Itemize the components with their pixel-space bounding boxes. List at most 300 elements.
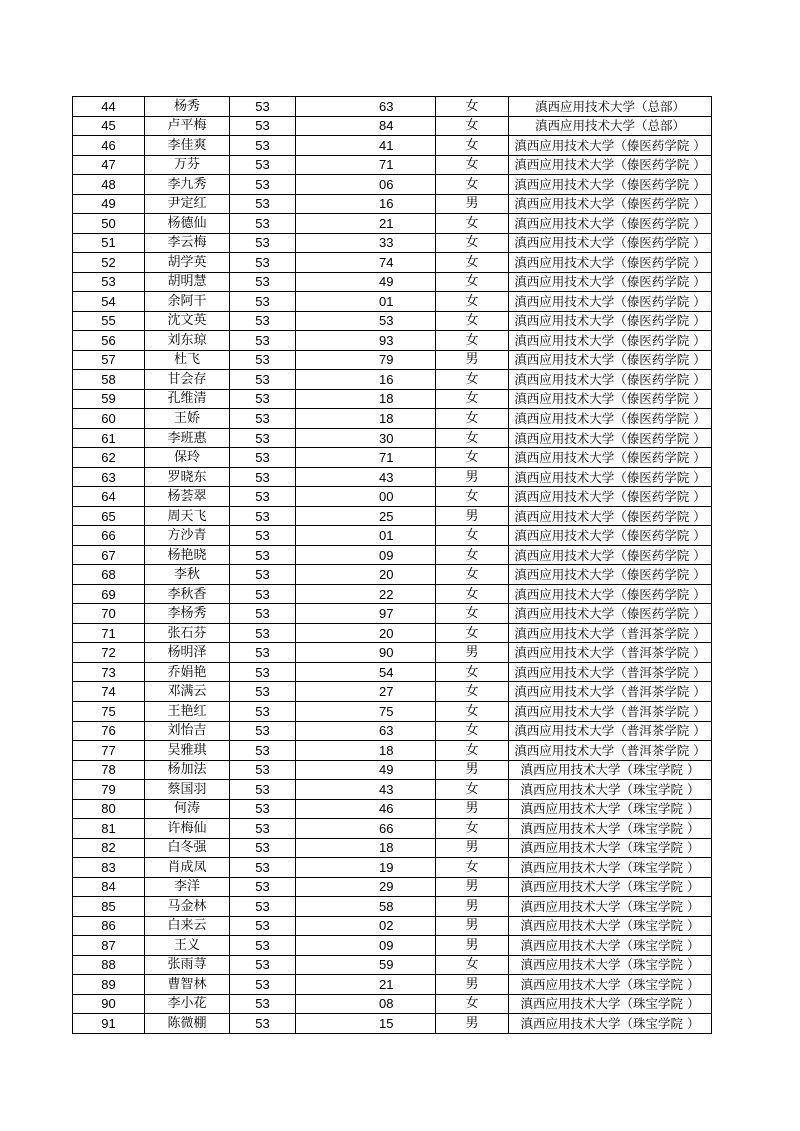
row-number-cell: 69 (73, 584, 145, 604)
school-cell: 滇西应用技术大学（傣医药学院 ） (509, 545, 712, 565)
gender-cell: 女 (436, 155, 509, 175)
gender-cell: 男 (436, 975, 509, 995)
spacer-cell (296, 643, 338, 663)
table-row (73, 214, 712, 234)
name-cell: 杨秀 (145, 97, 230, 117)
school-cell: 滇西应用技术大学（傣医药学院 ） (509, 409, 712, 429)
table-row (73, 253, 712, 273)
code-cell: 53 (230, 487, 296, 507)
table-row (73, 994, 712, 1014)
code-cell: 53 (230, 994, 296, 1014)
code-cell: 53 (230, 389, 296, 409)
school-cell: 滇西应用技术大学（珠宝学院 ） (509, 780, 712, 800)
name-cell: 保玲 (145, 448, 230, 468)
gender-cell: 男 (436, 467, 509, 487)
gender-cell: 女 (436, 565, 509, 585)
spacer-cell (296, 604, 338, 624)
code-cell: 53 (230, 448, 296, 468)
id-suffix-cell: 08 (338, 994, 436, 1014)
school-cell: 滇西应用技术大学（总部） (509, 116, 712, 136)
name-cell: 尹定红 (145, 194, 230, 214)
spacer-cell (296, 955, 338, 975)
code-cell: 53 (230, 604, 296, 624)
name-cell: 李秋 (145, 565, 230, 585)
code-cell: 53 (230, 584, 296, 604)
table-row (73, 116, 712, 136)
id-suffix-cell: 30 (338, 428, 436, 448)
gender-cell: 男 (436, 506, 509, 526)
gender-cell: 男 (436, 350, 509, 370)
table-row (73, 311, 712, 331)
spacer-cell (296, 194, 338, 214)
code-cell: 53 (230, 526, 296, 546)
row-number-cell: 51 (73, 233, 145, 253)
name-cell: 张石芬 (145, 623, 230, 643)
table-row (73, 506, 712, 526)
name-cell: 杜飞 (145, 350, 230, 370)
code-cell: 53 (230, 506, 296, 526)
code-cell: 53 (230, 428, 296, 448)
id-suffix-cell: 58 (338, 897, 436, 917)
table-row (73, 819, 712, 839)
school-cell: 滇西应用技术大学（傣医药学院 ） (509, 467, 712, 487)
name-cell: 王娇 (145, 409, 230, 429)
spacer-cell (296, 311, 338, 331)
row-number-cell: 48 (73, 175, 145, 195)
school-cell: 滇西应用技术大学（珠宝学院 ） (509, 955, 712, 975)
spacer-cell (296, 682, 338, 702)
id-suffix-cell: 79 (338, 350, 436, 370)
name-cell: 李秋香 (145, 584, 230, 604)
name-cell: 蔡国羽 (145, 780, 230, 800)
gender-cell: 女 (436, 584, 509, 604)
spacer-cell (296, 799, 338, 819)
name-cell: 卢平梅 (145, 116, 230, 136)
table-row (73, 955, 712, 975)
gender-cell: 男 (436, 897, 509, 917)
code-cell: 53 (230, 682, 296, 702)
school-cell: 滇西应用技术大学（傣医药学院 ） (509, 448, 712, 468)
row-number-cell: 47 (73, 155, 145, 175)
row-number-cell: 59 (73, 389, 145, 409)
table-row (73, 97, 712, 117)
spacer-cell (296, 389, 338, 409)
table-row (73, 428, 712, 448)
spacer-cell (296, 350, 338, 370)
gender-cell: 女 (436, 858, 509, 878)
table-row (73, 350, 712, 370)
gender-cell: 女 (436, 955, 509, 975)
name-cell: 胡明慧 (145, 272, 230, 292)
table-row (73, 467, 712, 487)
school-cell: 滇西应用技术大学（普洱茶学院 ） (509, 662, 712, 682)
code-cell: 53 (230, 409, 296, 429)
name-cell: 杨加法 (145, 760, 230, 780)
spacer-cell (296, 97, 338, 117)
gender-cell: 女 (436, 545, 509, 565)
name-cell: 李云梅 (145, 233, 230, 253)
row-number-cell: 88 (73, 955, 145, 975)
name-cell: 何涛 (145, 799, 230, 819)
school-cell: 滇西应用技术大学（珠宝学院 ） (509, 819, 712, 839)
name-cell: 刘东琼 (145, 331, 230, 351)
gender-cell: 女 (436, 819, 509, 839)
id-suffix-cell: 41 (338, 136, 436, 156)
table-row (73, 799, 712, 819)
table-row (73, 701, 712, 721)
table-row (73, 370, 712, 390)
gender-cell: 男 (436, 1014, 509, 1034)
table-row (73, 897, 712, 917)
id-suffix-cell: 84 (338, 116, 436, 136)
row-number-cell: 58 (73, 370, 145, 390)
gender-cell: 女 (436, 701, 509, 721)
id-suffix-cell: 90 (338, 643, 436, 663)
spacer-cell (296, 838, 338, 858)
row-number-cell: 80 (73, 799, 145, 819)
table-row (73, 584, 712, 604)
school-cell: 滇西应用技术大学（珠宝学院 ） (509, 897, 712, 917)
school-cell: 滇西应用技术大学（珠宝学院 ） (509, 799, 712, 819)
gender-cell: 男 (436, 799, 509, 819)
gender-cell: 女 (436, 994, 509, 1014)
row-number-cell: 54 (73, 292, 145, 312)
row-number-cell: 62 (73, 448, 145, 468)
id-suffix-cell: 71 (338, 155, 436, 175)
school-cell: 滇西应用技术大学（傣医药学院 ） (509, 194, 712, 214)
code-cell: 53 (230, 662, 296, 682)
school-cell: 滇西应用技术大学（傣医药学院 ） (509, 136, 712, 156)
school-cell: 滇西应用技术大学（珠宝学院 ） (509, 1014, 712, 1034)
id-suffix-cell: 46 (338, 799, 436, 819)
id-suffix-cell: 49 (338, 272, 436, 292)
row-number-cell: 76 (73, 721, 145, 741)
gender-cell: 女 (436, 604, 509, 624)
row-number-cell: 86 (73, 916, 145, 936)
table-row (73, 565, 712, 585)
id-suffix-cell: 18 (338, 389, 436, 409)
spacer-cell (296, 975, 338, 995)
code-cell: 53 (230, 370, 296, 390)
code-cell: 53 (230, 760, 296, 780)
spacer-cell (296, 584, 338, 604)
table-row (73, 643, 712, 663)
row-number-cell: 65 (73, 506, 145, 526)
school-cell: 滇西应用技术大学（傣医药学院 ） (509, 526, 712, 546)
spacer-cell (296, 214, 338, 234)
id-suffix-cell: 63 (338, 97, 436, 117)
code-cell: 53 (230, 721, 296, 741)
name-cell: 李佳爽 (145, 136, 230, 156)
id-suffix-cell: 93 (338, 331, 436, 351)
name-cell: 马金林 (145, 897, 230, 917)
spacer-cell (296, 1014, 338, 1034)
gender-cell: 男 (436, 194, 509, 214)
table-row (73, 975, 712, 995)
school-cell: 滇西应用技术大学（傣医药学院 ） (509, 292, 712, 312)
id-suffix-cell: 18 (338, 409, 436, 429)
code-cell: 53 (230, 97, 296, 117)
spacer-cell (296, 370, 338, 390)
table-row (73, 741, 712, 761)
spacer-cell (296, 780, 338, 800)
spacer-cell (296, 526, 338, 546)
code-cell: 53 (230, 311, 296, 331)
id-suffix-cell: 16 (338, 194, 436, 214)
row-number-cell: 74 (73, 682, 145, 702)
row-number-cell: 55 (73, 311, 145, 331)
name-cell: 白冬强 (145, 838, 230, 858)
id-suffix-cell: 33 (338, 233, 436, 253)
table-row (73, 877, 712, 897)
code-cell: 53 (230, 780, 296, 800)
school-cell: 滇西应用技术大学（傣医药学院 ） (509, 214, 712, 234)
name-cell: 李小花 (145, 994, 230, 1014)
gender-cell: 女 (436, 487, 509, 507)
name-cell: 肖成凤 (145, 858, 230, 878)
row-number-cell: 50 (73, 214, 145, 234)
table-row (73, 545, 712, 565)
code-cell: 53 (230, 155, 296, 175)
table-row (73, 623, 712, 643)
spacer-cell (296, 741, 338, 761)
name-cell: 孔维清 (145, 389, 230, 409)
id-suffix-cell: 74 (338, 253, 436, 273)
id-suffix-cell: 54 (338, 662, 436, 682)
id-suffix-cell: 63 (338, 721, 436, 741)
row-number-cell: 85 (73, 897, 145, 917)
gender-cell: 女 (436, 448, 509, 468)
spacer-cell (296, 292, 338, 312)
spacer-cell (296, 623, 338, 643)
gender-cell: 女 (436, 311, 509, 331)
id-suffix-cell: 18 (338, 741, 436, 761)
name-cell: 王艳红 (145, 701, 230, 721)
name-cell: 沈文英 (145, 311, 230, 331)
row-number-cell: 75 (73, 701, 145, 721)
spacer-cell (296, 467, 338, 487)
row-number-cell: 44 (73, 97, 145, 117)
code-cell: 53 (230, 467, 296, 487)
spacer-cell (296, 897, 338, 917)
school-cell: 滇西应用技术大学（傣医药学院 ） (509, 584, 712, 604)
school-cell: 滇西应用技术大学（傣医药学院 ） (509, 565, 712, 585)
code-cell: 53 (230, 350, 296, 370)
id-suffix-cell: 29 (338, 877, 436, 897)
id-suffix-cell: 20 (338, 623, 436, 643)
name-cell: 曹智林 (145, 975, 230, 995)
gender-cell: 女 (436, 721, 509, 741)
row-number-cell: 46 (73, 136, 145, 156)
school-cell: 滇西应用技术大学（珠宝学院 ） (509, 994, 712, 1014)
row-number-cell: 60 (73, 409, 145, 429)
code-cell: 53 (230, 1014, 296, 1034)
table-row (73, 526, 712, 546)
name-cell: 刘怡吉 (145, 721, 230, 741)
code-cell: 53 (230, 623, 296, 643)
school-cell: 滇西应用技术大学（傣医药学院 ） (509, 155, 712, 175)
table-row (73, 780, 712, 800)
name-cell: 杨德仙 (145, 214, 230, 234)
gender-cell: 女 (436, 409, 509, 429)
spacer-cell (296, 428, 338, 448)
id-suffix-cell: 20 (338, 565, 436, 585)
code-cell: 53 (230, 272, 296, 292)
id-suffix-cell: 97 (338, 604, 436, 624)
name-cell: 李班惠 (145, 428, 230, 448)
table-row (73, 292, 712, 312)
row-number-cell: 49 (73, 194, 145, 214)
spacer-cell (296, 877, 338, 897)
gender-cell: 女 (436, 682, 509, 702)
id-suffix-cell: 09 (338, 545, 436, 565)
gender-cell: 男 (436, 877, 509, 897)
row-number-cell: 56 (73, 331, 145, 351)
row-number-cell: 64 (73, 487, 145, 507)
name-cell: 周天飞 (145, 506, 230, 526)
id-suffix-cell: 27 (338, 682, 436, 702)
id-suffix-cell: 01 (338, 526, 436, 546)
name-cell: 张雨荨 (145, 955, 230, 975)
spacer-cell (296, 233, 338, 253)
school-cell: 滇西应用技术大学（普洱茶学院 ） (509, 623, 712, 643)
id-suffix-cell: 25 (338, 506, 436, 526)
gender-cell: 女 (436, 389, 509, 409)
table-row (73, 194, 712, 214)
code-cell: 53 (230, 565, 296, 585)
spacer-cell (296, 136, 338, 156)
spacer-cell (296, 565, 338, 585)
spacer-cell (296, 116, 338, 136)
school-cell: 滇西应用技术大学（傣医药学院 ） (509, 370, 712, 390)
name-cell: 邓满云 (145, 682, 230, 702)
name-cell: 李杨秀 (145, 604, 230, 624)
id-suffix-cell: 75 (338, 701, 436, 721)
table-row (73, 838, 712, 858)
gender-cell: 女 (436, 214, 509, 234)
roster-table (72, 96, 712, 1034)
gender-cell: 男 (436, 760, 509, 780)
school-cell: 滇西应用技术大学（珠宝学院 ） (509, 936, 712, 956)
table-row (73, 916, 712, 936)
spacer-cell (296, 545, 338, 565)
spacer-cell (296, 155, 338, 175)
code-cell: 53 (230, 253, 296, 273)
code-cell: 53 (230, 838, 296, 858)
gender-cell: 女 (436, 292, 509, 312)
name-cell: 杨荟翠 (145, 487, 230, 507)
code-cell: 53 (230, 955, 296, 975)
spacer-cell (296, 331, 338, 351)
spacer-cell (296, 448, 338, 468)
spacer-cell (296, 506, 338, 526)
table-row (73, 389, 712, 409)
row-number-cell: 72 (73, 643, 145, 663)
name-cell: 罗晓东 (145, 467, 230, 487)
spacer-cell (296, 760, 338, 780)
row-number-cell: 52 (73, 253, 145, 273)
gender-cell: 女 (436, 272, 509, 292)
row-number-cell: 91 (73, 1014, 145, 1034)
code-cell: 53 (230, 643, 296, 663)
school-cell: 滇西应用技术大学（傣医药学院 ） (509, 506, 712, 526)
table-row (73, 175, 712, 195)
row-number-cell: 73 (73, 662, 145, 682)
table-row (73, 409, 712, 429)
row-number-cell: 82 (73, 838, 145, 858)
row-number-cell: 89 (73, 975, 145, 995)
gender-cell: 女 (436, 526, 509, 546)
gender-cell: 男 (436, 838, 509, 858)
row-number-cell: 79 (73, 780, 145, 800)
gender-cell: 女 (436, 623, 509, 643)
school-cell: 滇西应用技术大学（普洱茶学院 ） (509, 643, 712, 663)
school-cell: 滇西应用技术大学（傣医药学院 ） (509, 331, 712, 351)
school-cell: 滇西应用技术大学（傣医药学院 ） (509, 604, 712, 624)
id-suffix-cell: 15 (338, 1014, 436, 1034)
row-number-cell: 57 (73, 350, 145, 370)
table-row (73, 233, 712, 253)
table-row (73, 272, 712, 292)
table-row (73, 662, 712, 682)
table-row (73, 858, 712, 878)
table-row (73, 682, 712, 702)
code-cell: 53 (230, 116, 296, 136)
id-suffix-cell: 06 (338, 175, 436, 195)
row-number-cell: 66 (73, 526, 145, 546)
table-row (73, 448, 712, 468)
code-cell: 53 (230, 175, 296, 195)
school-cell: 滇西应用技术大学（珠宝学院 ） (509, 760, 712, 780)
code-cell: 53 (230, 877, 296, 897)
school-cell: 滇西应用技术大学（傣医药学院 ） (509, 350, 712, 370)
spacer-cell (296, 701, 338, 721)
row-number-cell: 68 (73, 565, 145, 585)
school-cell: 滇西应用技术大学（傣医药学院 ） (509, 272, 712, 292)
row-number-cell: 84 (73, 877, 145, 897)
name-cell: 甘会存 (145, 370, 230, 390)
gender-cell: 女 (436, 136, 509, 156)
row-number-cell: 71 (73, 623, 145, 643)
row-number-cell: 78 (73, 760, 145, 780)
name-cell: 白来云 (145, 916, 230, 936)
spacer-cell (296, 253, 338, 273)
table-row (73, 487, 712, 507)
row-number-cell: 70 (73, 604, 145, 624)
table-row (73, 760, 712, 780)
gender-cell: 女 (436, 662, 509, 682)
school-cell: 滇西应用技术大学（傣医药学院 ） (509, 428, 712, 448)
name-cell: 王义 (145, 936, 230, 956)
school-cell: 滇西应用技术大学（傣医药学院 ） (509, 175, 712, 195)
gender-cell: 女 (436, 116, 509, 136)
code-cell: 53 (230, 545, 296, 565)
name-cell: 陈微棚 (145, 1014, 230, 1034)
name-cell: 吴雅琪 (145, 741, 230, 761)
gender-cell: 女 (436, 233, 509, 253)
table-row (73, 936, 712, 956)
id-suffix-cell: 71 (338, 448, 436, 468)
name-cell: 杨明泽 (145, 643, 230, 663)
code-cell: 53 (230, 331, 296, 351)
spacer-cell (296, 662, 338, 682)
spacer-cell (296, 916, 338, 936)
id-suffix-cell: 49 (338, 760, 436, 780)
school-cell: 滇西应用技术大学（普洱茶学院 ） (509, 721, 712, 741)
gender-cell: 男 (436, 936, 509, 956)
table-row (73, 1014, 712, 1034)
gender-cell: 女 (436, 331, 509, 351)
